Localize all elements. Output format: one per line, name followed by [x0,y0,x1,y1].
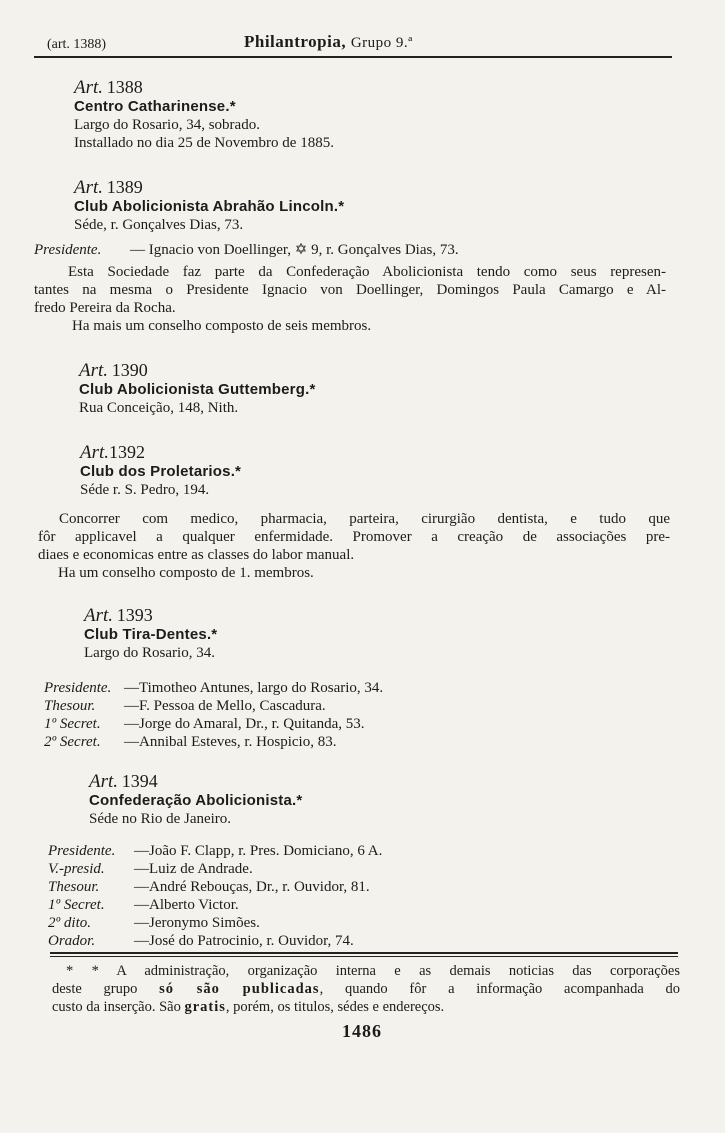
entry-name: Confederação Abolicionista.* [89,792,303,809]
footnote [52,962,680,1016]
paragraph-line: tantes na mesma o Presidente Ignacio von Doellinger, Domingos Paula Camargo e Al- [34,282,666,298]
entry-line: Rua Conceição, 148, Nith. [79,400,239,416]
entry-1393 [84,606,217,662]
entry-line: Séde, r. Gonçalves Dias, 73. [74,217,244,233]
paragraph-line: fôr applicavel a qualquer enfermidade. Promover a creação de associações pre- [38,529,670,545]
article-heading: Art. 1394 [89,771,158,792]
footnote-rule-2 [50,956,678,957]
officer-row: V.-presid. —Luiz de Andrade. [48,861,253,877]
officer-row: 2º dito. —Jeronymo Simões. [48,915,260,931]
header-rule [34,56,672,58]
entry-name: Centro Catharinense.* [74,98,236,115]
entry-1392 [80,443,241,499]
entry-line: Largo do Rosario, 34. [84,645,215,661]
article-heading: Art. 1388 [74,77,143,98]
entry-note: Ha um conselho composto de 1. membros. [58,565,314,581]
officer-row: Presidente. —João F. Clapp, r. Pres. Domiciano, 6 A. [48,843,383,859]
footnote-line: * * A administração, organização interna e as demais noticias das corporações [66,963,680,979]
entry-line: Séde r. S. Pedro, 194. [80,482,210,498]
paragraph-line: fredo Pereira da Rocha. [34,300,176,316]
header-group: Grupo 9.ª [350,35,413,51]
officer-row: Presidente. —Timotheo Antunes, largo do Rosario, 34. [44,680,384,696]
header-title: Philantropia, [244,32,347,51]
officer-row: 1º Secret. —Jorge do Amaral, Dr., r. Quitanda, 53. [44,716,365,732]
officer-list [44,679,383,751]
footnote-emphasis: gratis [184,999,226,1015]
page-number: 1486 [342,1021,382,1041]
entry-1390 [79,361,316,417]
entry-1389 [74,178,344,234]
entry-1388 [74,78,334,152]
officer-row [34,241,459,259]
entry-line: Installado no dia 25 de Novembro de 1885. [74,135,334,151]
officer-row: Thesour. —André Rebouças, Dr., r. Ouvidor, 81. [48,879,370,895]
officer-text: — Ignacio von Doellinger, ✡ 9, r. Gonçalves Dias, 73. [130,242,459,258]
entry-line: Largo do Rosario, 34, sobrado. [74,117,260,133]
officer-row: 2º Secret. —Annibal Esteves, r. Hospicio, 83. [44,734,337,750]
running-header-ref: (art. 1388) [47,37,107,52]
entry-name: Club Tira-Dentes.* [84,626,218,643]
entry-note: Ha mais um conselho composto de seis membros. [72,318,372,334]
officer-row: 1º Secret. —Alberto Victor. [48,897,239,913]
paragraph-line: Concorrer com medico, pharmacia, parteira, cirurgião dentista, e tudo que [59,511,670,527]
article-heading: Art. 1393 [84,605,153,626]
entry-name: Club Abolicionista Abrahão Lincoln.* [74,198,345,215]
paragraph-line: diaes e economicas entre as classes do labor manual. [38,547,355,563]
officer-row: Orador. —José do Patrocinio, r. Ouvidor, 74. [48,933,354,949]
entry-1394 [89,772,302,828]
footnote-emphasis: só são publicadas [159,981,320,997]
footnote-rule [50,952,678,954]
entry-name: Club dos Proletarios.* [80,463,242,480]
officer-role: Presidente. [34,242,102,258]
footnote-line: custo da inserção. São gratis, porém, os titulos, sédes e endereços. [52,999,445,1015]
entry-paragraph [34,263,666,317]
entry-line: Séde no Rio de Janeiro. [89,811,232,827]
officer-list [48,842,382,950]
article-heading: Art.1392 [80,442,146,463]
footnote-line: deste grupo só são publicadas, quando fôr a informação acompanhada do [52,981,681,997]
article-heading: Art. 1389 [74,177,143,198]
entry-name: Club Abolicionista Guttemberg.* [79,381,316,398]
paragraph-line: Esta Sociedade faz parte da Confederação Abolicionista tendo como seus represen- [68,264,666,280]
entry-paragraph [38,510,670,564]
officer-row: Thesour. —F. Pessoa de Mello, Cascadura. [44,698,326,714]
running-header-title [244,33,413,52]
article-heading: Art. 1390 [79,360,148,381]
